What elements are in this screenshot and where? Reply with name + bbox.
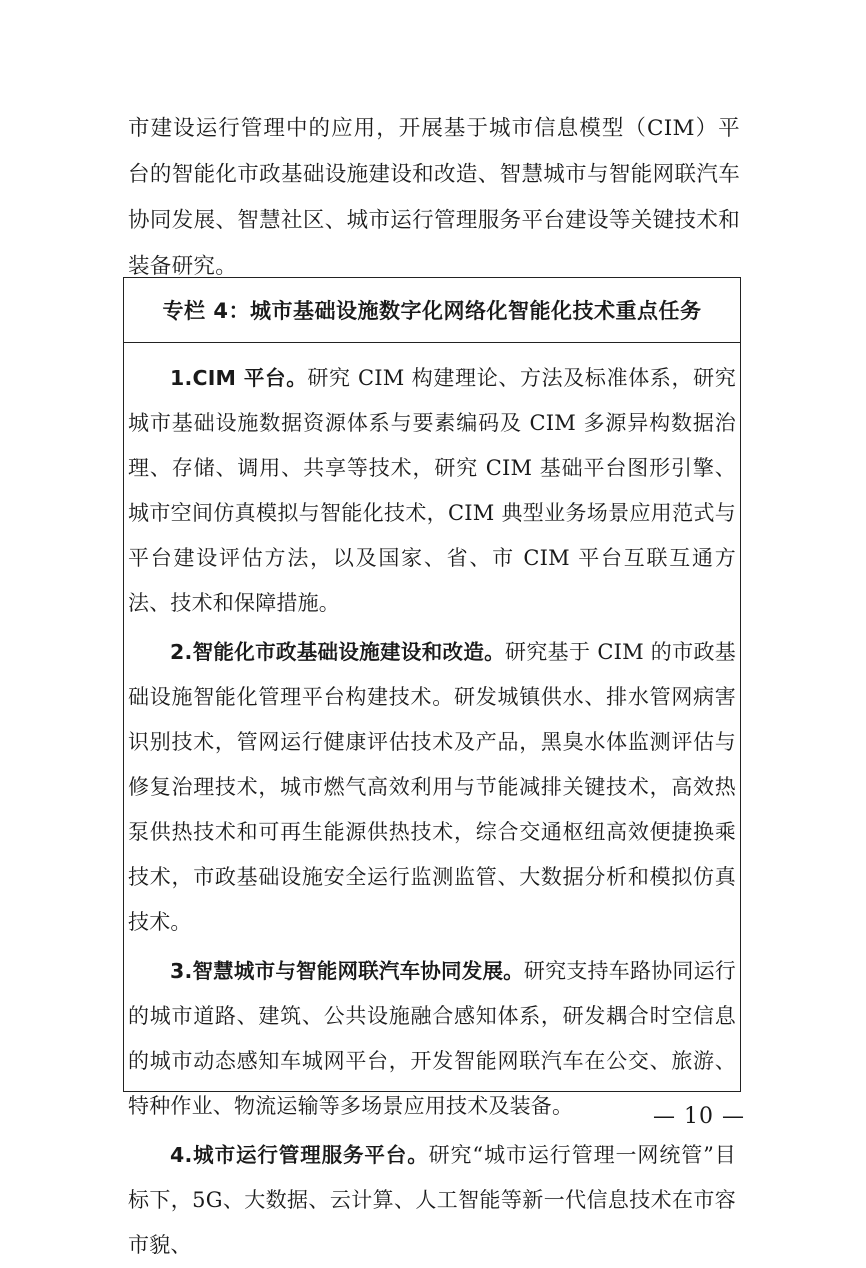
intro-paragraph: 市建设运行管理中的应用，开展基于城市信息模型（CIM）平台的智能化市政基础设施建设和改造、智慧城市与智能网联汽车协同发展、智慧社区、城市运行管理服务平台建设等关键技术和装备研究。 [128,116,740,279]
task-item-text: 研究支持车路协同运行的城市道路、建筑、公共设施融合感知体系，研发耦合时空信息的城市动态感知车城网平台，开发智能网联汽车在公交、旅游、特种作业、物流运输等多场景应用技术及装备。 [128,959,737,1118]
task-item-municipal-infrastructure [128,630,736,945]
feature-box-title: 专栏 4：城市基础设施数字化网络化智能化技术重点任务 [124,278,740,343]
task-item-text: 研究 CIM 构建理论、方法及标准体系，研究城市基础设施数据资源体系与要素编码及 CIM 多源异构数据治理、存储、调用、共享等技术，研究 CIM 基础平台图形引擎、城市空间仿真模拟与智能化技术，CIM 典型业务场景应用范式与平台建设评估方法，以及国家、省、市 CIM 平台互联互通方法、技术和保障措施。 [128,366,737,615]
task-item-smart-city-vehicles [128,949,736,1129]
task-item-text: 研究基于 CIM 的市政基础设施智能化管理平台构建技术。研发城镇供水、排水管网病害识别技术，管网运行健康评估技术及产品，黑臭水体监测评估与修复治理技术，城市燃气高效利用与节能减排关键技术，高效热泵供热技术和可再生能源供热技术，综合交通枢纽高效便捷换乘技术，市政基础设施安全运行监测监管、大数据分析和模拟仿真技术。 [128,640,736,934]
task-item-text: 研究“城市运行管理一网统管”目标下，5G、大数据、云计算、人工智能等新一代信息技术在市容市貌、 [128,1143,736,1257]
task-item-title: 2.智能化市政基础设施建设和改造。 [170,640,506,664]
task-item-city-operations-platform [128,1133,736,1268]
task-item-title: 3.智慧城市与智能网联汽车协同发展。 [170,959,524,983]
task-item-title: 1.CIM 平台。 [170,366,308,390]
task-item-title: 4.城市运行管理服务平台。 [170,1143,429,1167]
feature-box-body [128,356,736,1268]
task-item-cim-platform [128,356,736,626]
page-number: — 10 — [653,1104,745,1129]
